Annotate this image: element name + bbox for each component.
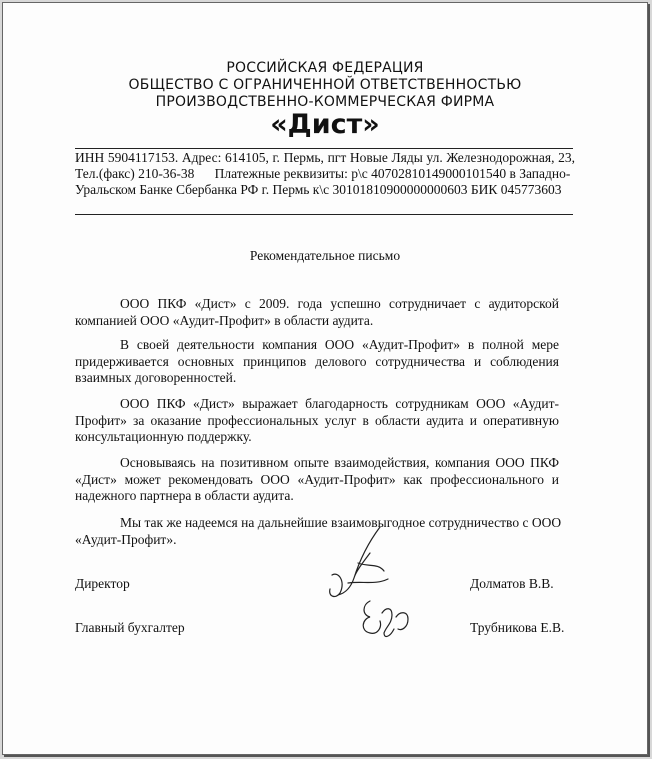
paragraph-line: Профит» за оказание профессиональных услуг в области аудита и оперативную xyxy=(75,412,559,428)
company-requisites xyxy=(75,150,575,198)
requisites-line: ИНН 5904117153. Адрес: 614105, г. Пермь, пгт Новые Ляды ул. Железнодорожная, 23, xyxy=(75,150,575,165)
letter-paragraph xyxy=(75,296,559,329)
header-company-kind: ПРОИЗВОДСТВЕННО-КОММЕРЧЕСКАЯ ФИРМА xyxy=(155,94,495,110)
paragraph-line: Основываясь на позитивном опыте взаимодействия, компания ООО ПКФ xyxy=(120,455,559,470)
director-signature xyxy=(318,523,398,603)
accountant-name: Трубникова Е.В. xyxy=(470,620,565,635)
paragraph-line: компанией ООО «Аудит-Профит» в области аудита. xyxy=(75,312,374,328)
paragraph-line: консультационную поддержку. xyxy=(75,429,252,444)
letter-paragraph xyxy=(75,337,559,387)
document-frame xyxy=(2,2,648,755)
paragraph-line: ООО ПКФ «Дист» с 2009. года успешно сотрудничает с аудиторской xyxy=(120,296,559,311)
paragraph-line: В своей деятельности компания ООО «Аудит-Профит» в полной мере xyxy=(120,337,559,352)
letter-page xyxy=(3,3,647,754)
paragraph-line: «Аудит-Профит». xyxy=(75,531,177,547)
letter-title: Рекомендательное письмо xyxy=(249,248,401,263)
letter-paragraph xyxy=(75,455,559,505)
paragraph-line: взаимных договоренностей. xyxy=(75,370,237,385)
paragraph-line: ООО ПКФ «Дист» выражает благодарность сотрудникам ООО «Аудит- xyxy=(120,396,559,411)
header-bottom-rule xyxy=(75,214,573,215)
director-role: Директор xyxy=(75,576,130,591)
letter-paragraph xyxy=(75,515,562,548)
paragraph-line: надежного партнера в области аудита. xyxy=(75,488,294,503)
accountant-role: Главный бухгалтер xyxy=(75,620,185,635)
letter-paragraph xyxy=(75,396,559,446)
accountant-signature xyxy=(358,593,418,643)
header-company-type: ОБЩЕСТВО С ОГРАНИЧЕННОЙ ОТВЕТСТВЕННОСТЬЮ xyxy=(128,77,522,93)
requisites-line: Тел.(факс) 210-36-38 Платежные реквизиты: р\с 40702810149000101540 в Западно- xyxy=(75,166,571,181)
requisites-line: Уральском Банке Сбербанка РФ г. Пермь к\с 30101810900000000603 БИК 045773603 xyxy=(75,182,562,197)
paragraph-line: придерживается основных принципов делового сотрудничества и соблюдения xyxy=(75,353,559,369)
paragraph-line: Мы так же надеемся на дальнейшие взаимовыгодное сотрудничество с ООО xyxy=(120,515,562,530)
company-brand-name: «Дист» xyxy=(270,109,380,140)
paragraph-line: «Дист» может рекомендовать ООО «Аудит-Профит» как профессионального и xyxy=(75,471,559,487)
header-country: РОССИЙСКАЯ ФЕДЕРАЦИЯ xyxy=(226,60,424,76)
header-top-rule xyxy=(75,148,573,149)
director-name: Долматов В.В. xyxy=(470,576,554,591)
